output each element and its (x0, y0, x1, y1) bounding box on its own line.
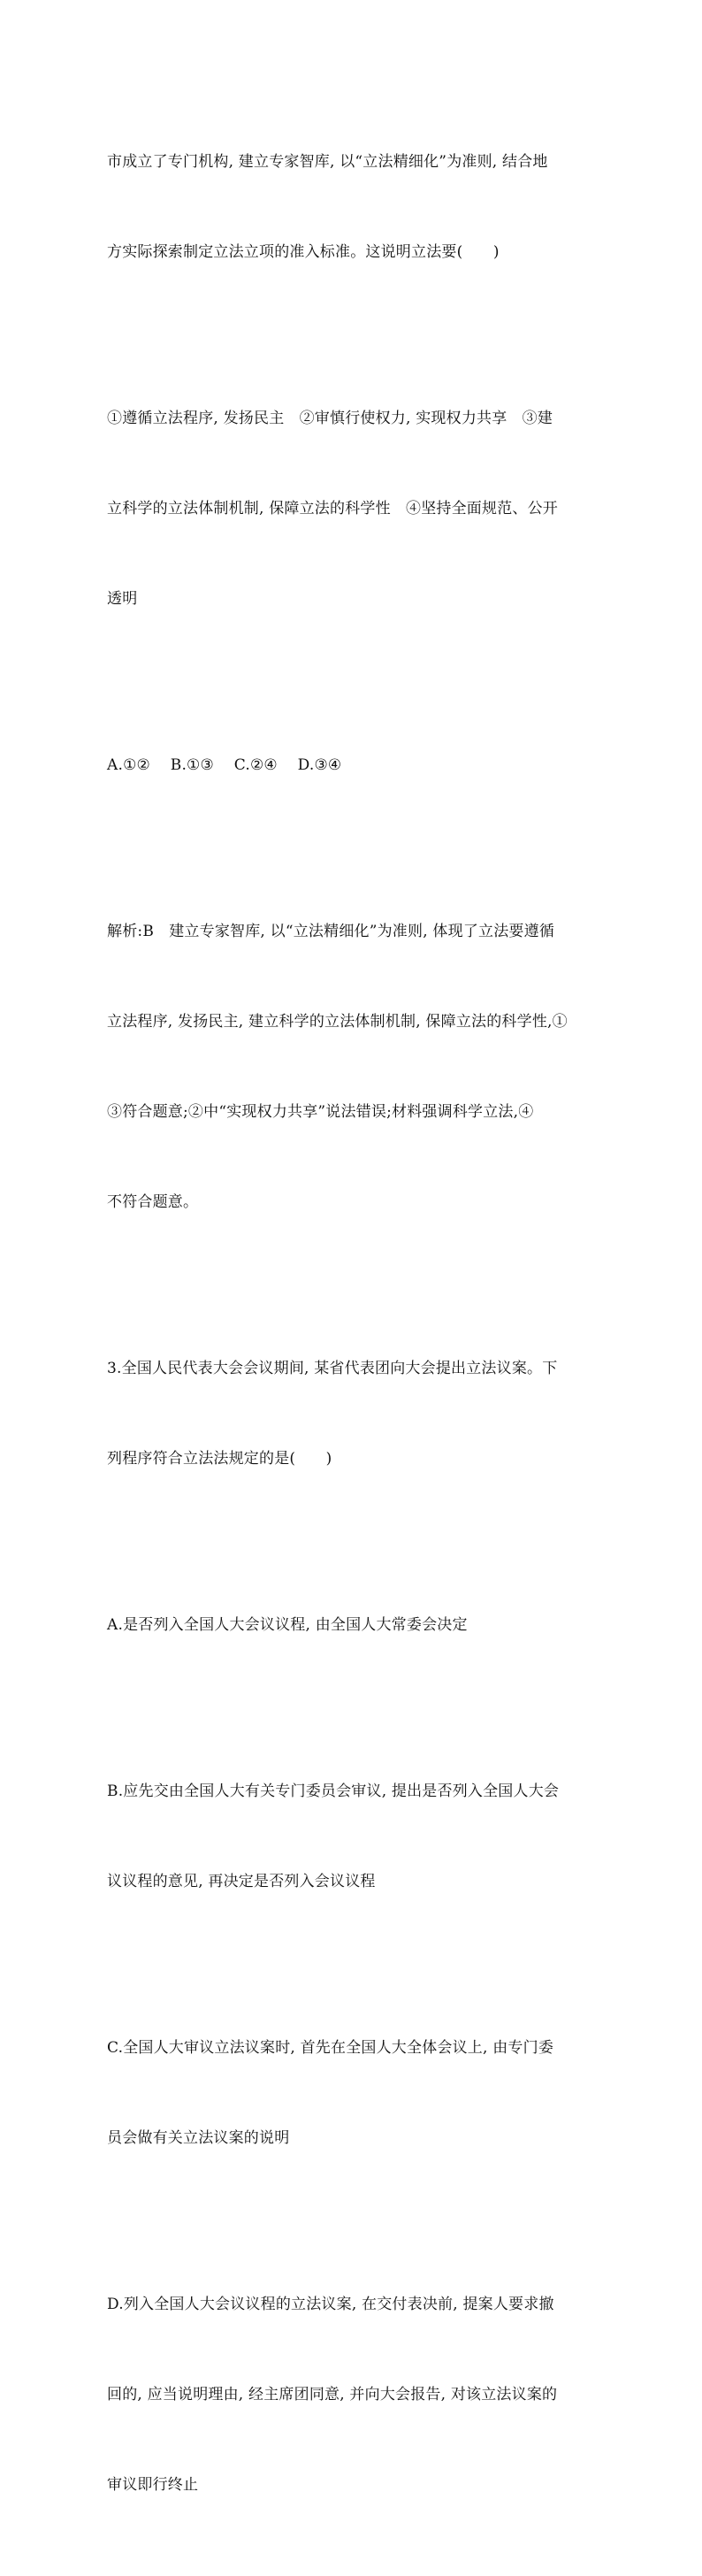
text-line: 透明 (107, 590, 138, 608)
analysis (107, 856, 602, 1277)
text-line: 解析:B 建立专家智库, 以“立法精细化”为准则, 体现了立法要遵循 (107, 923, 555, 940)
question-stem-continued (107, 87, 602, 327)
option-b (107, 1716, 602, 1957)
text-line: 不符合题意。 (107, 1193, 199, 1211)
option-c (107, 1973, 602, 2213)
text-line: 议议程的意见, 再决定是否列入会议议程 (107, 1873, 376, 1890)
question-3-stem (107, 1293, 602, 1534)
text-line: 审议即行终止 (107, 2476, 199, 2494)
option-d (107, 2229, 602, 2560)
text-line: A.①② B.①③ C.②④ D.③④ (107, 756, 342, 774)
option-a (107, 1550, 602, 1700)
text-line: 3.全国人民代表大会会议期间, 某省代表团向大会提出立法议案。下 (107, 1360, 558, 1377)
statement-options (107, 343, 602, 674)
text-line: ①遵循立法程序, 发扬民主 ②审慎行使权力, 实现权力共享 ③建 (107, 410, 553, 427)
text-line: 方实际探索制定立法立项的准入标准。这说明立法要( ) (107, 243, 500, 261)
text-line: 回的, 应当说明理由, 经主席团同意, 并向大会报告, 对该立法议案的 (107, 2386, 558, 2404)
text-line: B.应先交由全国人大有关专门委员会审议, 提出是否列入全国人大会 (107, 1782, 560, 1800)
text-line: 市成立了专门机构, 建立专家智库, 以“立法精细化”为准则, 结合地 (107, 153, 548, 171)
text-line: 立科学的立法体制机制, 保障立法的科学性 ④坚持全面规范、公开 (107, 500, 559, 518)
text-line: 员会做有关立法议案的说明 (107, 2129, 290, 2147)
text-line: A.是否列入全国人大会议议程, 由全国人大常委会决定 (107, 1616, 468, 1634)
answer-choices (107, 690, 602, 840)
document-content (107, 87, 602, 2576)
text-line: ③符合题意;②中“实现权力共享”说法错误;材料强调科学立法,④ (107, 1103, 534, 1121)
text-line: 列程序符合立法法规定的是( ) (107, 1450, 332, 1468)
text-line: C.全国人大审议立法议案时, 首先在全国人大全体会议上, 由专门委 (107, 2039, 554, 2057)
text-line: 立法程序, 发扬民主, 建立科学的立法体制机制, 保障立法的科学性,① (107, 1013, 568, 1031)
text-line: D.列入全国人大会议议程的立法议案, 在交付表决前, 提案人要求撤 (107, 2296, 554, 2313)
